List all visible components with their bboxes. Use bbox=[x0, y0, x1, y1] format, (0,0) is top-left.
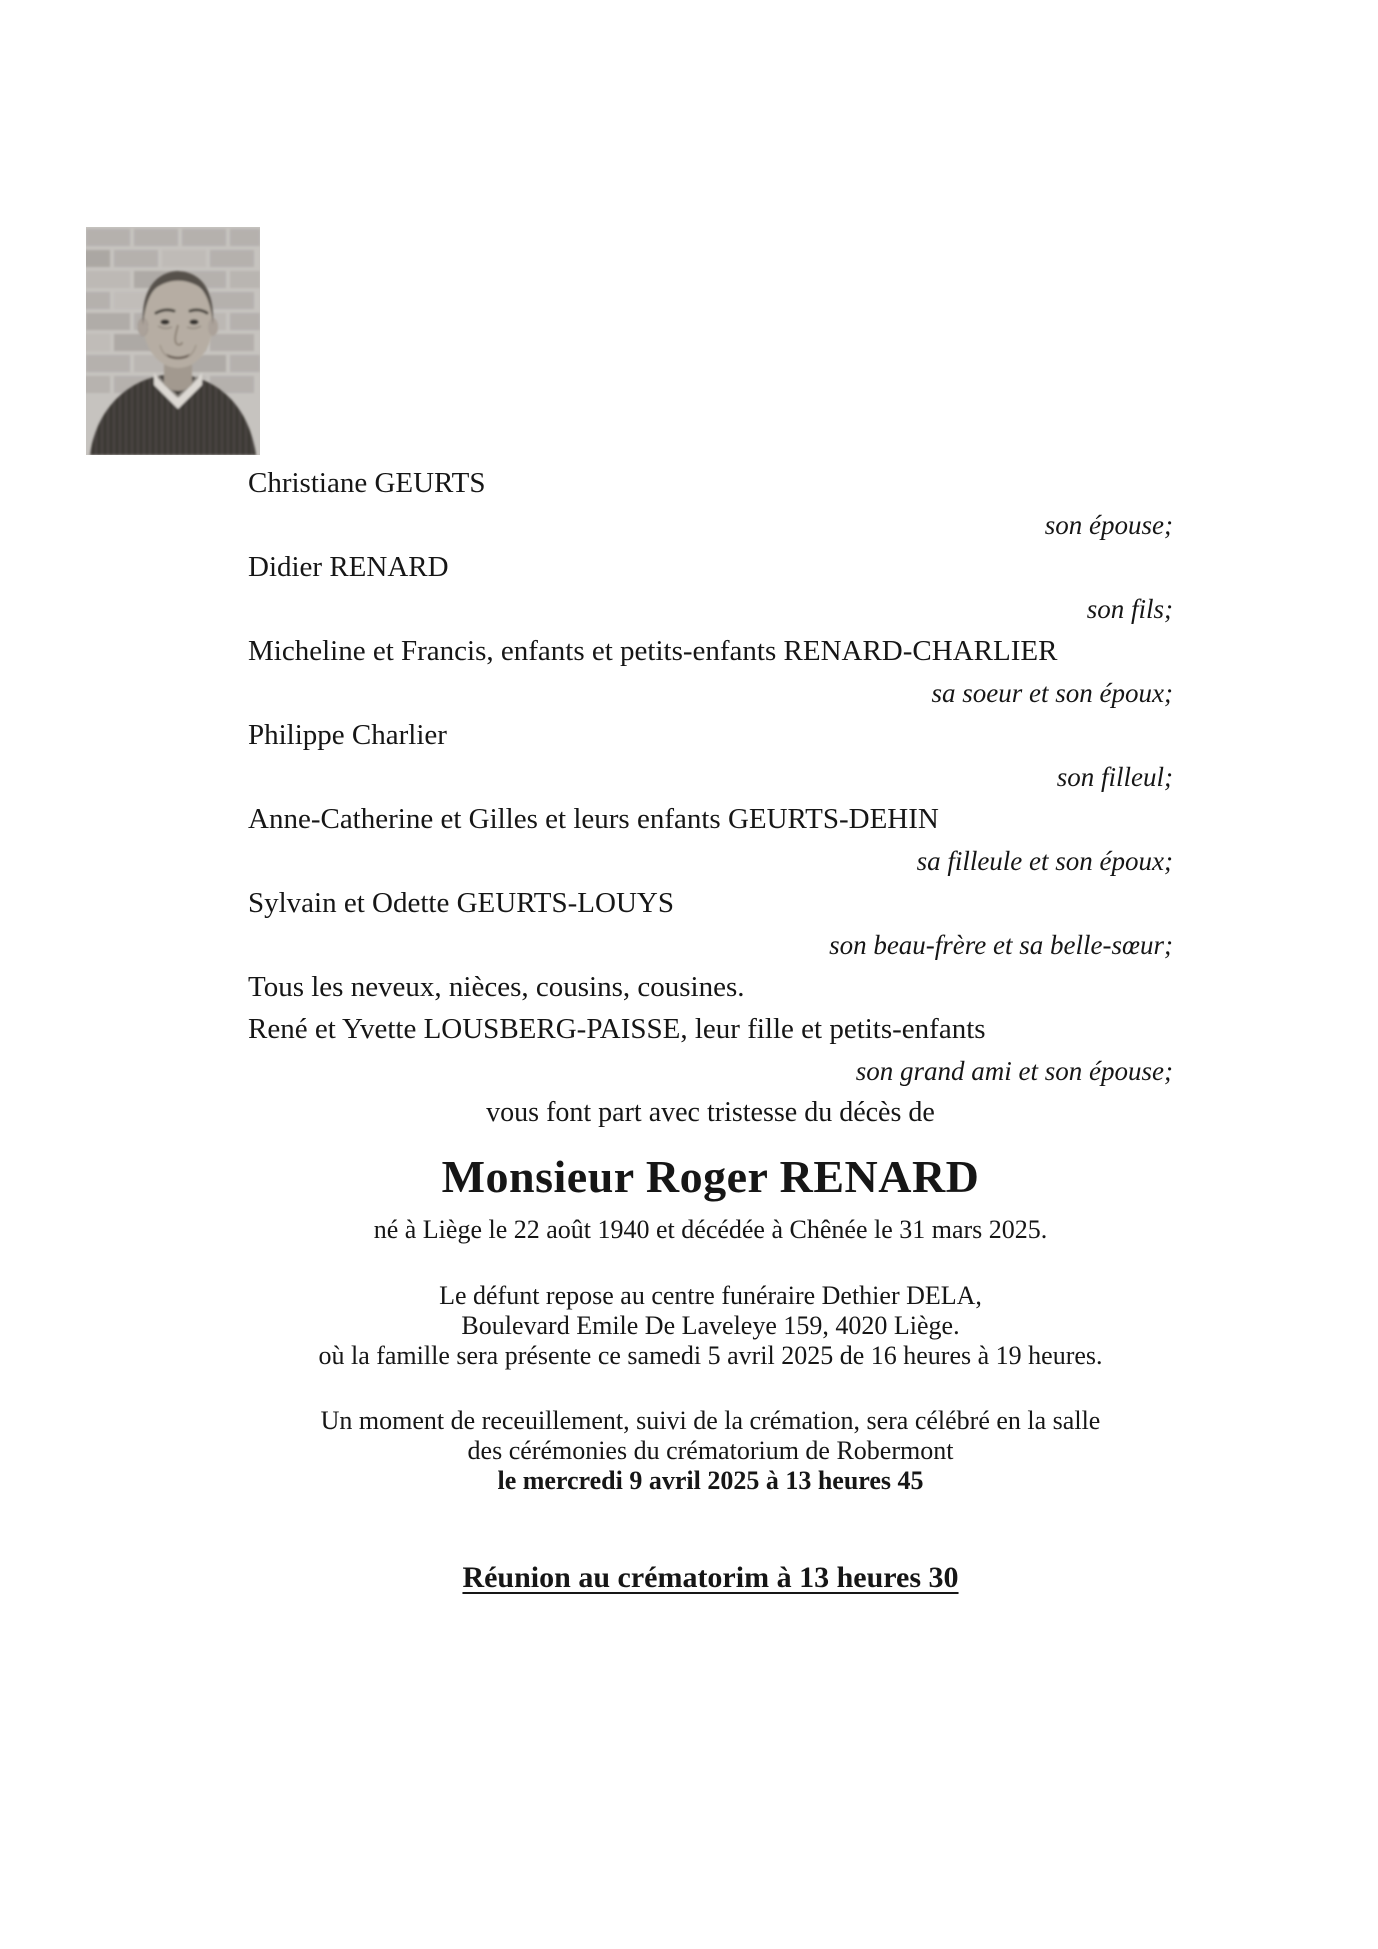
family-relation: sa filleule et son époux; bbox=[916, 846, 1173, 876]
family-member-name: Christiane GEURTS bbox=[248, 467, 486, 499]
reunion-line bbox=[248, 1558, 1173, 1598]
ceremony-date-line: le mercredi 9 avril 2025 à 13 heures 45 bbox=[497, 1466, 924, 1495]
family-member-name: Tous les neveux, nièces, cousins, cousines. bbox=[248, 971, 745, 1003]
family-member-name: Micheline et Francis, enfants et petits-enfants RENARD-CHARLIER bbox=[248, 635, 1058, 667]
family-member-name: René et Yvette LOUSBERG-PAISSE, leur fille et petits-enfants bbox=[248, 1013, 986, 1045]
announcement-intro: vous font part avec tristesse du décès de bbox=[486, 1097, 935, 1128]
repose-line-2: Boulevard Emile De Laveleye 159, 4020 Liège. bbox=[461, 1311, 960, 1340]
family-relation: son filleul; bbox=[1056, 762, 1173, 792]
ceremony-line-2: des cérémonies du crématorium de Robermont bbox=[467, 1436, 954, 1465]
repose-paragraph bbox=[248, 1281, 1173, 1371]
repose-line-3: où la famille sera présente ce samedi 5 avril 2025 de 16 heures à 19 heures. bbox=[318, 1341, 1103, 1370]
family-relation: son fils; bbox=[1086, 594, 1173, 624]
family-member-name: Sylvain et Odette GEURTS-LOUYS bbox=[248, 887, 674, 919]
family-list bbox=[248, 462, 1173, 1092]
family-relation: son beau-frère et sa belle-sœur; bbox=[829, 930, 1173, 960]
family-member-name: Philippe Charlier bbox=[248, 719, 447, 751]
birth-death-line: né à Liège le 22 août 1940 et décédée à Chênée le 31 mars 2025. bbox=[373, 1215, 1048, 1244]
family-member-name: Didier RENARD bbox=[248, 551, 449, 583]
family-relation: son épouse; bbox=[1044, 510, 1173, 540]
family-relation: sa soeur et son époux; bbox=[931, 678, 1173, 708]
family-relation: son grand ami et son épouse; bbox=[855, 1056, 1173, 1086]
family-member-name: Anne-Catherine et Gilles et leurs enfants GEURTS-DEHIN bbox=[248, 803, 939, 835]
repose-line-1: Le défunt repose au centre funéraire Dethier DELA, bbox=[439, 1281, 982, 1310]
deceased-name: Monsieur Roger RENARD bbox=[441, 1151, 980, 1202]
reunion-text: Réunion au crématorim à 13 heures 30 bbox=[462, 1561, 959, 1594]
ceremony-paragraph bbox=[248, 1406, 1173, 1496]
portrait-photo-graphic bbox=[86, 227, 260, 455]
ceremony-line-1: Un moment de receuillement, suivi de la crémation, sera célébré en la salle bbox=[320, 1406, 1101, 1435]
portrait-photo bbox=[86, 227, 260, 455]
